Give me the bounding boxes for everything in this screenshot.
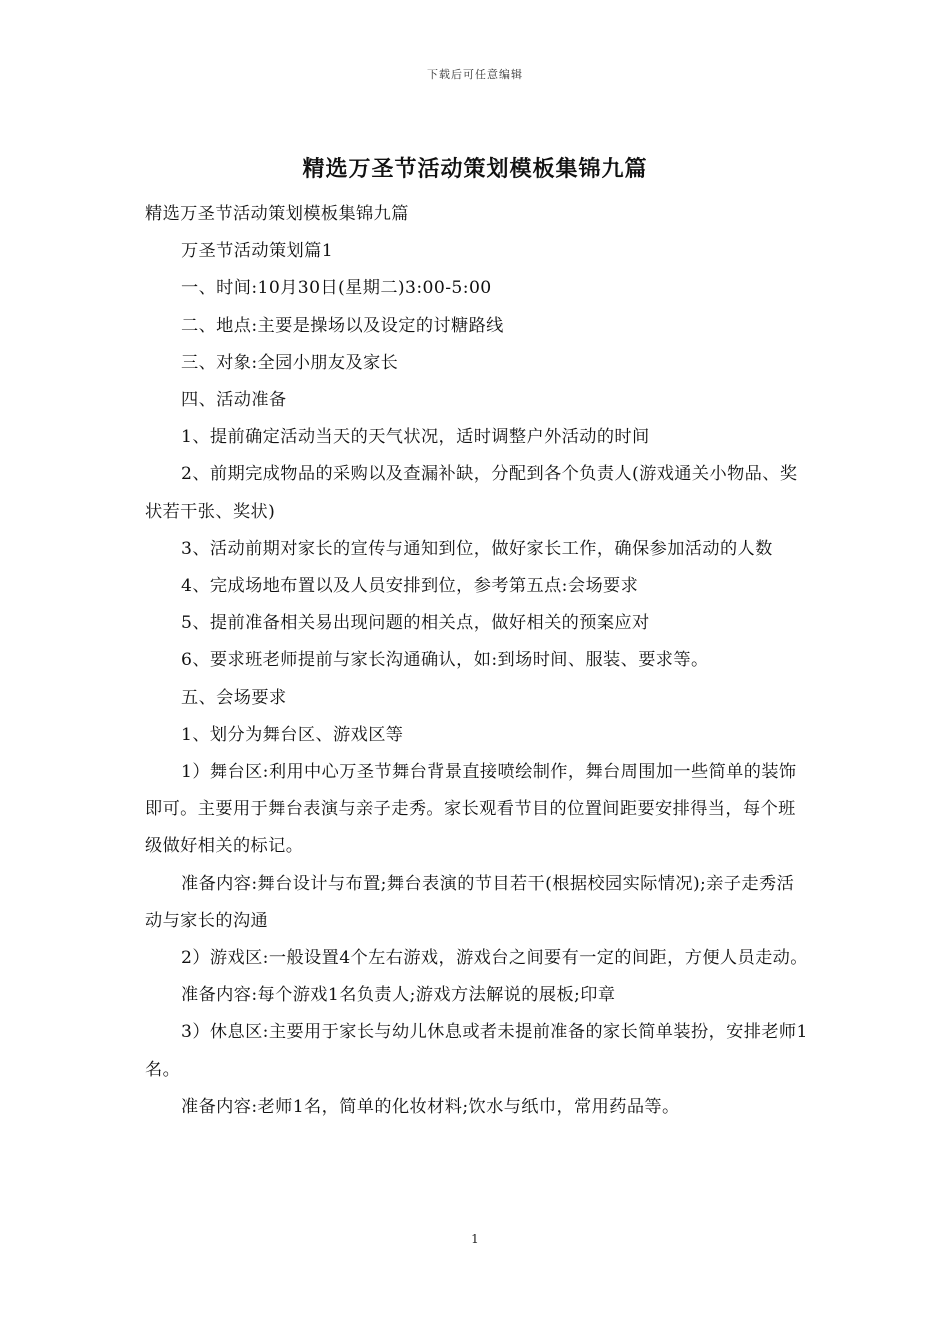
paragraph: 准备内容:舞台设计与布置;舞台表演的节目若干(根据校园实际情况);亲子走秀活动与家长的沟通 <box>145 873 795 931</box>
paragraph: 五、会场要求 <box>181 687 287 708</box>
paragraph: 5、提前准备相关易出现问题的相关点，做好相关的预案应对 <box>181 613 650 634</box>
paragraph: 1）舞台区:利用中心万圣节舞台背景直接喷绘制作，舞台周围加一些简单的装饰即可。主要用于舞台表演与亲子走秀。家长观看节目的位置间距要安排得当，每个班级做好相关的标记。 <box>145 762 797 857</box>
paragraph: 2、前期完成物品的采购以及查漏补缺，分配到各个负责人(游戏通关小物品、奖状若干张、奖状) <box>145 464 798 522</box>
document-title: 精选万圣节活动策划模板集锦九篇 <box>302 156 648 182</box>
paragraph: 3、活动前期对家长的宣传与通知到位，做好家长工作，确保参加活动的人数 <box>181 538 773 559</box>
paragraph: 三、对象:全园小朋友及家长 <box>181 352 399 373</box>
paragraph: 6、要求班老师提前与家长沟通确认，如:到场时间、服装、要求等。 <box>181 650 709 671</box>
paragraph: 1、划分为舞台区、游戏区等 <box>181 724 404 745</box>
document-body <box>145 196 810 1126</box>
paragraph: 4、完成场地布置以及人员安排到位，参考第五点:会场要求 <box>181 576 639 597</box>
paragraph: 2）游戏区:一般设置4个左右游戏，游戏台之间要有一定的间距，方便人员走动。 <box>181 948 808 969</box>
paragraph: 四、活动准备 <box>181 390 287 411</box>
paragraph: 准备内容:每个游戏1名负责人;游戏方法解说的展板;印章 <box>181 985 616 1006</box>
paragraph: 准备内容:老师1名，简单的化妆材料;饮水与纸巾，常用药品等。 <box>181 1096 680 1117</box>
header-note: 下载后可任意编辑 <box>427 68 523 81</box>
paragraph: 精选万圣节活动策划模板集锦九篇 <box>145 204 409 224</box>
paragraph: 1、提前确定活动当天的天气状况，适时调整户外活动的时间 <box>181 427 650 448</box>
paragraph: 二、地点:主要是操场以及设定的讨糖路线 <box>181 315 504 336</box>
paragraph: 3）休息区:主要用于家长与幼儿休息或者未提前准备的家长简单装扮，安排老师1名。 <box>145 1022 808 1080</box>
page-number: 1 <box>471 1232 479 1246</box>
paragraph: 万圣节活动策划篇1 <box>181 241 334 262</box>
paragraph: 一、时间:10月30日(星期二)3:00-5:00 <box>181 278 492 299</box>
